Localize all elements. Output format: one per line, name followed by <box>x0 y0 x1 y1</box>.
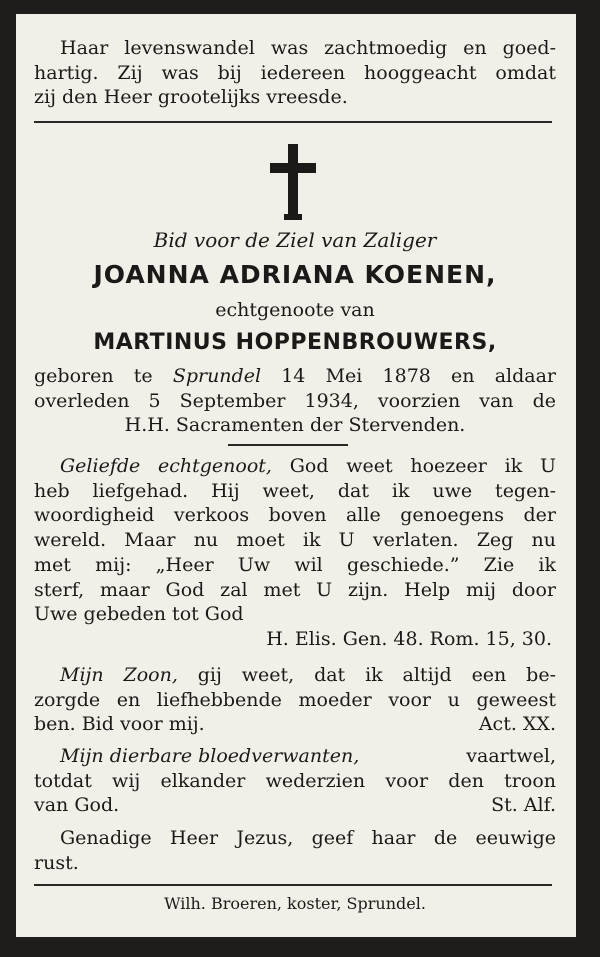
message-line <box>34 454 556 479</box>
message-line: heb liefgehad. Hij weet, dat ik uwe tegen- <box>34 479 556 502</box>
message-line: zorgde en liefhebbende moeder voor u geweest <box>34 688 556 711</box>
top-verse-line: Haar levenswandel was zachtmoedig en goed- <box>60 37 556 59</box>
deceased-name: JOANNA ADRIANA KOENEN, <box>93 260 497 289</box>
short-divider <box>228 444 348 446</box>
scripture-reference: Act. XX. <box>478 713 556 736</box>
message-line: totdat wij elkander wederzien voor den troon <box>34 769 556 792</box>
bio-birthdate: 14 Mei 1878 en aldaar <box>281 365 557 387</box>
prayer-line: rust. <box>34 851 79 874</box>
message-text: ben. Bid voor mij. <box>34 713 205 736</box>
biography <box>34 364 556 438</box>
latin-cross-icon <box>270 144 316 220</box>
bottom-divider <box>34 884 552 886</box>
closing-prayer <box>34 826 556 875</box>
top-verse-line: zij den Heer grootelijks vreesde. <box>34 86 348 109</box>
message-address: Mijn Zoon, <box>60 664 178 686</box>
bio-born: geboren te <box>34 365 153 387</box>
message-line: wereld. Maar nu moet ik U verlaten. Zeg nu <box>34 529 556 552</box>
prayer-line: Genadige Heer Jezus, geef haar de eeuwige <box>60 827 556 849</box>
message-text: vaartwel, <box>466 745 556 767</box>
scripture-reference: St. Alf. <box>491 794 556 817</box>
top-divider <box>34 121 552 123</box>
spouse-intro: echtgenoote van <box>215 299 375 321</box>
message-address: Mijn dierbare bloedverwanten, <box>60 745 360 767</box>
message-relatives <box>34 744 556 818</box>
invocation: Bid voor de Ziel van Zaliger <box>153 228 437 252</box>
message-address: Geliefde echtgenoot, <box>60 455 272 477</box>
message-line <box>34 793 556 818</box>
message-line <box>34 712 556 737</box>
printer-credit: Wilh. Broeren, koster, Sprundel. <box>164 894 426 913</box>
message-son <box>34 663 556 737</box>
message-line <box>34 744 556 769</box>
scripture-reference: H. Elis. Gen. 48. Rom. 15, 30. <box>266 627 552 650</box>
spouse-name: MARTINUS HOPPENBROUWERS, <box>93 330 497 355</box>
message-text: gij weet, dat ik altijd een be- <box>197 664 556 686</box>
bio-line: H.H. Sacramenten der Stervenden. <box>124 414 466 437</box>
top-verse <box>34 36 556 110</box>
message-line: woordigheid verkoos boven alle genoegens der <box>34 504 556 527</box>
message-line: met mij: „Heer Uw wil geschiede.” Zie ik <box>34 553 556 576</box>
message-line: Uwe gebeden tot God <box>34 603 244 626</box>
top-verse-line: hartig. Zij was bij iedereen hooggeacht omdat <box>34 61 556 84</box>
bio-line <box>34 364 556 389</box>
bio-line: overleden 5 September 1934, voorzien van de <box>34 389 556 412</box>
message-text: God weet hoezeer ik U <box>289 455 556 477</box>
message-text: van God. <box>34 794 120 817</box>
message-line <box>34 663 556 688</box>
bio-birthplace: Sprundel <box>172 365 262 387</box>
message-spouse <box>34 454 556 652</box>
message-line: sterf, maar God zal met U zijn. Help mij door <box>34 578 556 601</box>
